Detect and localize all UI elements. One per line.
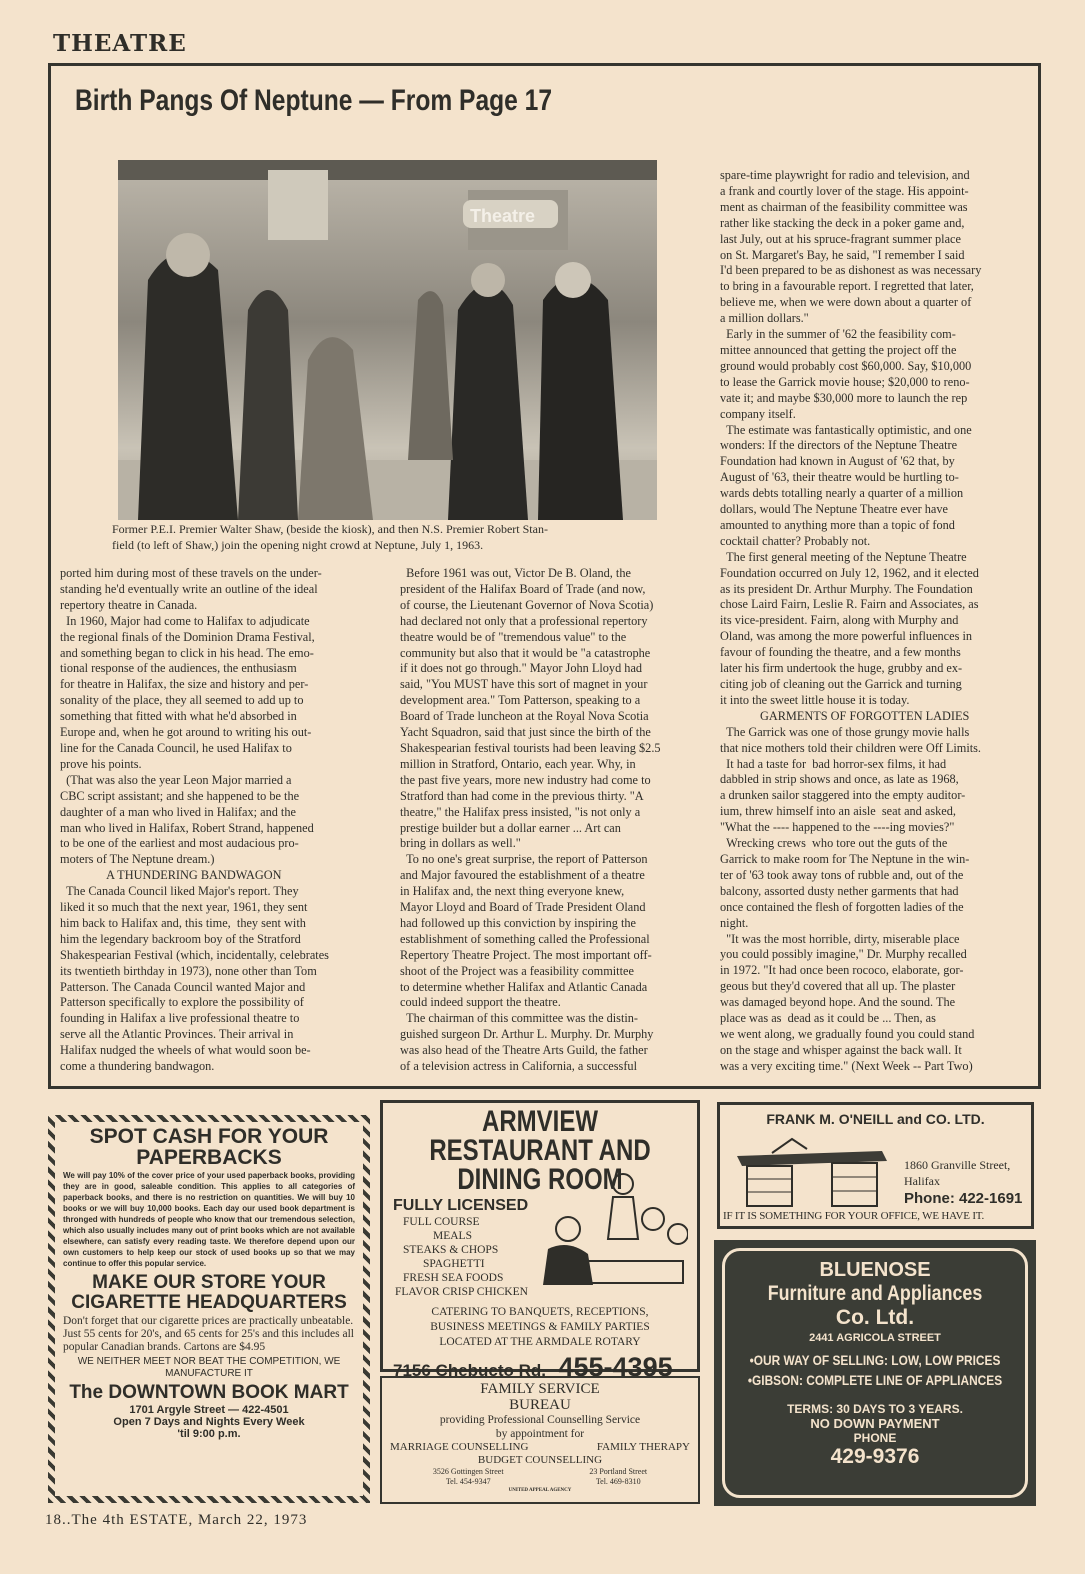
ad-phone: 429-9376	[830, 1445, 920, 1468]
ad-down-payment: NO DOWN PAYMENT	[810, 1416, 940, 1431]
tel-portland: Tel. 469-8310	[595, 1477, 641, 1486]
ad-spot-cash	[48, 1115, 370, 1503]
ad-family-service	[380, 1376, 700, 1504]
photo-sign-text: Theatre	[470, 206, 536, 226]
menu-item: FULL COURSE	[403, 1216, 480, 1228]
ad-body-2: Don't forget that our cigarette prices are practically unbeatable. Just 55 cents for 20's, and 65 cents for 25's and this includes all popular Canadian brands. Cartons are $4.95	[63, 1315, 354, 1353]
ad-bullet-1: •OUR WAY OF SELLING: LOW, LOW PRICES	[749, 1352, 1001, 1368]
photo-caption: Former P.E.I. Premier Walter Shaw, (beside the kiosk), and then N.S. Premier Robert Stan- field (to left of Shaw,) join the opening night crowd at Neptune, July 1, 1963.	[112, 522, 548, 552]
article-column-left: ported him during most of these travels on the under- standing he'd eventually write an outline of the ideal repertory theatre in Canada. In 1960, Major had come to Halifax to adjudicate the regional finals of the Dominion Drama Festival, and something began to click in his head. The emo- tional response of the audiences, the enthusiasm for theatre in Halifax, the size and history and per- sonality of the place, they all seemed to add up to something that fitted with what he'd absorbed in Europe and, when he got around to writing his out- line for the Canada Council, he used Halifax to prove his points. (That was also the year Leon Major married a CBC script assistant; and she happened to be the daughter of a man who lived in Halifax; and the man who lived in Halifax, Robert Strand, happened to be one of the earliest and most audacious pro- moters of The Neptune dream.) A THUNDERING BANDWAGON The Canada Council liked Major's report. They liked it so much that the next year, 1961, they sent him back to Halifax and, this time, they sent with him the legendary backroom boy of the Stratford Shakespearian Festival (which, incidentally, celebrates its twentieth birthday in 1973), none other than Tom Patterson. The Canada Council wanted Major and Patterson specifically to explore the possibility of founding in Halifax a live professional theatre to serve all the Atlantic Provinces. Their arrival in Halifax nudged the wheels of what would soon be- come a thundering bandwagon.	[60, 566, 329, 1074]
service-budget: BUDGET COUNSELLING	[477, 1454, 603, 1466]
article-column-middle: Before 1961 was out, Victor De B. Oland, the president of the Halifax Board of Trade (and now, of course, the Lieutenant Governor of Nova Scotia) had declared not only that a professional repertory theatre would be of "tremendous value" to the community but also that it would be "a catastrophe if it does not go through." Mayor John Lloyd had said, "You MUST have this sort of magnet in your development area." Tom Patterson, speaking to a Board of Trade luncheon at the Royal Nova Scotia Yacht Squadron, said that just since the birth of the Shakespearian festival tourists had been leaving $2.5 million in Stratford, Ontario, each year. Why, in the past five years, more new industry had come to Stratford than had come in the previous thirty. "A theatre," the Halifax press insisted, "is not only a prestige builder but a dollar earner ... Art can bring in dollars as well." To no one's great surprise, the report of Patterson and Major favoured the establishment of a theatre in Halifax and, the next thing everyone knew, Mayor Lloyd and Board of Trade President Oland had followed up this conviction by inspiring the establishment of something called the Professional Repertory Theatre Project. The most important off- shoot of the Project was a feasibility committee to determine whether Halifax and Atlantic Canada could indeed support the theatre. The chairman of this committee was the distin- guished surgeon Dr. Arthur L. Murphy. Dr. Murphy was also head of the Theatre Arts Guild, the father of a television actress in California, a successful	[400, 566, 661, 1074]
service-marriage: MARRIAGE COUNSELLING	[390, 1441, 529, 1453]
page-footer: 18..The 4th ESTATE, March 22, 1973	[45, 1512, 308, 1528]
menu-item: SPAGHETTI	[423, 1258, 485, 1270]
ad-address: 7156 Chebucto Rd.	[393, 1361, 547, 1380]
diners-illustration	[538, 1169, 688, 1285]
menu-item: FRESH SEA FOODS	[403, 1272, 504, 1284]
addr-portland: 23 Portland Street	[589, 1467, 648, 1476]
addr-gottingen: 3526 Gottingen Street	[432, 1467, 504, 1476]
ad-address: 1701 Argyle Street — 422-4501	[129, 1404, 289, 1416]
ad-hours-2: 'til 9:00 p.m.	[177, 1428, 241, 1440]
ad-licensed: FULLY LICENSED	[393, 1197, 529, 1214]
ad-hours: Open 7 Days and Nights Every Week	[113, 1416, 305, 1428]
ad-line-1: providing Professional Counselling Service	[439, 1414, 641, 1426]
tel-gottingen: Tel. 454-9347	[445, 1477, 491, 1486]
ad-name-3: Co. Ltd.	[835, 1306, 915, 1329]
ad-line-2: by appointment for	[495, 1428, 585, 1440]
ad-phone: Phone: 422-1691	[904, 1190, 1023, 1207]
ad-catering: CATERING TO BANQUETS, RECEPTIONS, BUSINESS MEETINGS & FAMILY PARTIES LOCATED AT THE ARMDALE ROTARY	[430, 1306, 650, 1348]
menu-item: STEAKS & CHOPS	[403, 1244, 499, 1256]
ad-oneill	[717, 1102, 1034, 1229]
photo-crowd-image	[118, 160, 657, 520]
ad-headline: SPOT CASH FOR YOUR PAPERBACKS	[89, 1125, 329, 1169]
service-family: FAMILY THERAPY	[596, 1441, 690, 1453]
menu-item: MEALS	[433, 1230, 472, 1242]
ad-bluenose	[714, 1240, 1036, 1506]
menu-item: FLAVOR CRISP CHICKEN	[395, 1286, 528, 1298]
ad-armview	[380, 1100, 700, 1382]
ad-headline: FAMILY SERVICE BUREAU	[480, 1381, 600, 1413]
ad-address: 1860 Granville Street, Halifax	[904, 1158, 1011, 1188]
ad-headline: FRANK M. O'NEILL and CO. LTD.	[766, 1111, 985, 1127]
ad-headline-2: MAKE OUR STORE YOUR CIGARETTE HEADQUARTERS	[71, 1272, 347, 1313]
ad-name: BLUENOSE	[819, 1259, 931, 1281]
ad-headline: ARMVIEW RESTAURANT AND DINING ROOM	[429, 1105, 651, 1196]
ad-address: 2441 AGRICOLA STREET	[809, 1332, 941, 1344]
ad-phone: 455-4395	[558, 1352, 673, 1382]
ad-bullet-2: •GIBSON: COMPLETE LINE OF APPLIANCES	[747, 1372, 1003, 1388]
section-label: THEATRE	[53, 30, 187, 57]
ad-name-2: Furniture and Appliances	[767, 1282, 983, 1305]
article-column-right: spare-time playwright for radio and television, and a frank and courtly lover of the stage. His appoint- ment as chairman of the feasibility committee was rather like stacking the deck in a poker game and, last July, out at his spruce-fragrant summer place on St. Margaret's Bay, he said, "I remember I said I'd been prepared to be as dishonest as was necessary to bring in a favourable report. I regretted that later, believe me, when we were down about a quarter of a million dollars." Early in the summer of '62 the feasibility com- mittee announced that getting the project off the ground would probably cost $60,000. Say, $10,000 to lease the Garrick movie house; $20,000 to reno- vate it; and maybe $30,000 more to launch the rep company itself. The estimate was fantastically optimistic, and one wonders: If the directors of the Neptune Theatre Foundation had known in August of '62 that, by August of '63, their theatre would be hurtling to- wards debts totalling nearly a quarter of a million dollars, would The Neptune Theatre ever have amounted to anything more than a topic of fond cocktail chatter? Probably not. The first general meeting of the Neptune Theatre Foundation occurred on July 12, 1962, and it elected as its president Dr. Arthur Murphy. The Foundation chose Laird Fairn, Leslie R. Fairn and Associates, as its vice-president. Fairn, along with Murphy and Oland, was among the more powerful influences in favour of founding the theatre, and a few months later his firm undertook the huge, grubby and ex- citing job of cleaning out the Garrick and turning it into the sweet little house it is today. GARMENTS OF FORGOTTEN LADIES The Garrick was one of those grungy movie halls that nice mothers told their children were Off Limits. It had a taste for bad horror-sex films, it had dabbled in strip shows and once, as late as 1968, a drunken sailor staggered into the empty auditor- ium, threw himself into an aisle seat and asked, "What the ---- happened to the ----ing movies?" Wrecking crews who tore out the guts of the Garrick to make room for The Neptune in the win- ter of '63 took away tons of rubble and, out of the balcony, assorted dusty nether garments that had once contained the flesh of forgotten ladies of the night. "It was the most horrible, dirty, miserable place you could possibly imagine," Dr. Murphy recalled in 1972. "It had once been rococo, elaborate, gor- geous but they'd covered that all up. The plaster was damaged beyond hope. And the sound. The place was as dead as it could be ... Then, as we went along, we gradually found you could stand on the stage and whisper against the back wall. It was a very exciting time." (Next Week -- Part Two)	[720, 168, 982, 1073]
article-title: Birth Pangs Of Neptune — From Page 17	[75, 84, 553, 117]
office-desk-illustration	[732, 1131, 892, 1209]
ad-terms: TERMS: 30 DAYS TO 3 YEARS.	[787, 1402, 963, 1416]
ad-phone-label: PHONE	[853, 1431, 897, 1445]
ad-slogan: WE NEITHER MEET NOR BEAT THE COMPETITION, WE MANUFACTURE IT	[77, 1356, 341, 1379]
ad-tagline: IF IT IS SOMETHING FOR YOUR OFFICE, WE HAVE IT.	[723, 1210, 985, 1222]
article-photo	[118, 160, 657, 520]
agency-label: UNITED APPEAL AGENCY	[508, 1488, 572, 1493]
ad-body: We will pay 10% of the cover price of your used paperback books, providing they are in good, saleable condition. This applies to all categories of paperback books, and there is no restriction on quantities. We will buy 10 books or we will buy 10,000 books. Each day our used book department is thronged with hundreds of people who know that our tremendous selection, which also usually includes many out of print books which are not available elsewhere, can satisfy every reading taste. We therefore depend upon our own customers to help keep our stock of used books up so that we may continue to offer this popular service.	[63, 1171, 355, 1268]
ad-store-name: The DOWNTOWN BOOK MART	[69, 1382, 349, 1403]
